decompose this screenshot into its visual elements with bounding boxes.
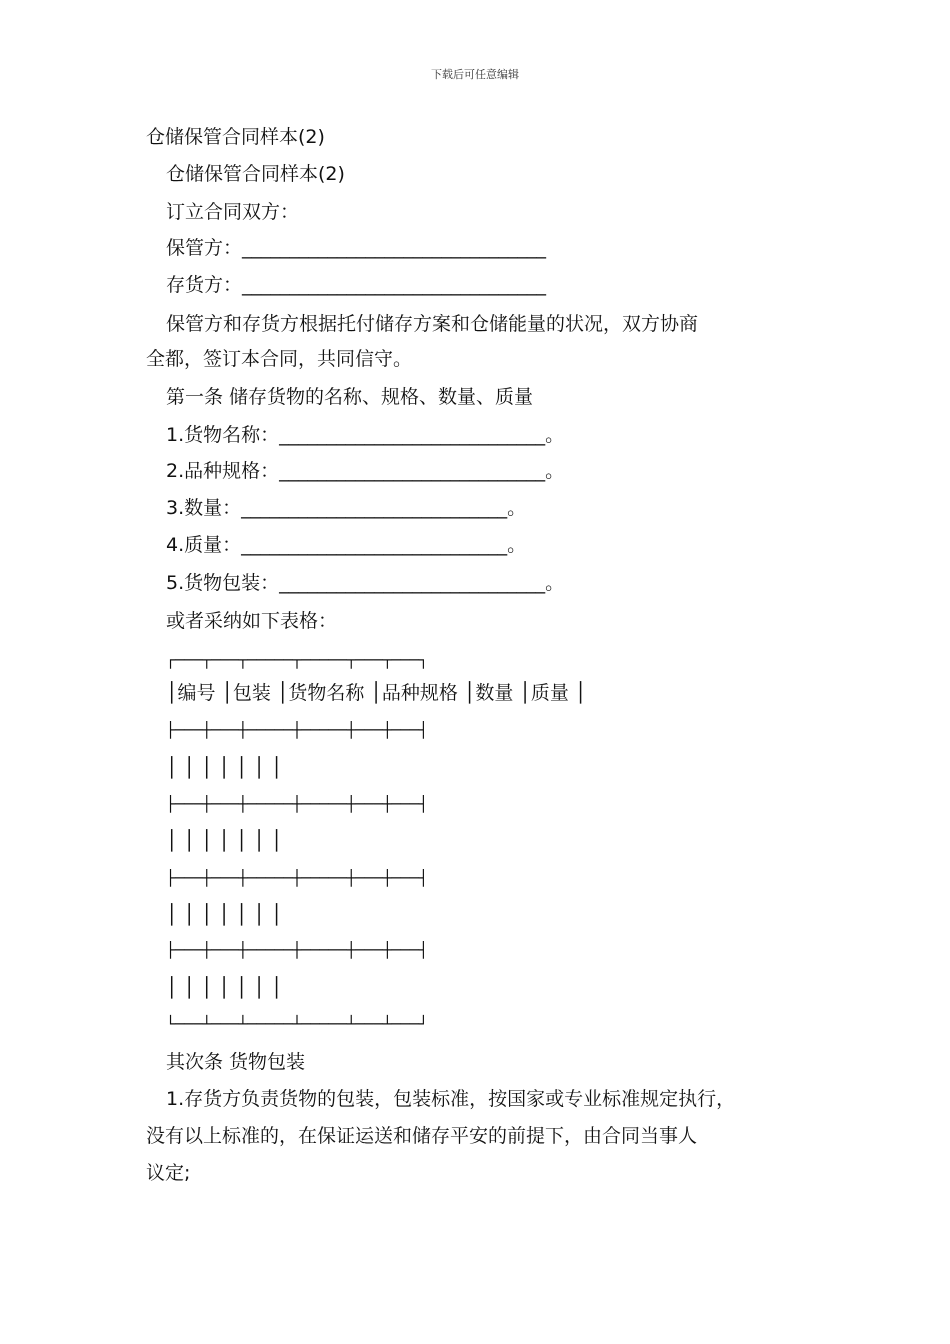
item-spec: 2.品种规格：____________________________。	[166, 460, 565, 482]
article-2-line-1: 1.存货方负责货物的包装，包装标准，按国家或专业标准规定执行，	[166, 1088, 736, 1110]
article-1-title: 第一条 储存货物的名称、规格、数量、质量	[166, 386, 534, 408]
table-empty-row: │ │ │ │ │ │ │	[166, 904, 283, 926]
intro-paragraph-line-1: 保管方和存货方根据托付储存方案和仓储能量的状况，双方协商	[166, 313, 699, 335]
depositor-line: 存货方：________________________________	[166, 274, 547, 296]
parties-label: 订立合同双方：	[166, 201, 300, 223]
table-empty-row: │ │ │ │ │ │ │	[166, 757, 283, 779]
article-2-line-3: 议定;	[146, 1162, 191, 1184]
intro-paragraph-line-2: 全都，签订本合同，共同信守。	[146, 348, 413, 370]
keeper-line: 保管方：________________________________	[166, 237, 547, 259]
table-header-row: │编号 │包装 │货物名称 │品种规格 │数量 │质量 │	[166, 682, 587, 704]
table-separator: ├───┼───┼─────┼─────┼───┼───┤	[166, 795, 428, 813]
article-2-line-2: 没有以上标准的，在保证运送和储存平安的前提下，由合同当事人	[146, 1125, 698, 1147]
item-quantity: 3.数量：____________________________。	[166, 497, 527, 519]
table-intro: 或者采纳如下表格：	[166, 610, 338, 632]
document-title: 仓储保管合同样本(2)	[146, 126, 325, 148]
table-separator: ├───┼───┼─────┼─────┼───┼───┤	[166, 941, 428, 959]
table-separator: ├───┼───┼─────┼─────┼───┼───┤	[166, 869, 428, 887]
header-note: 下载后可任意编辑	[431, 68, 519, 81]
table-empty-row: │ │ │ │ │ │ │	[166, 830, 283, 852]
item-goods-name: 1.货物名称：____________________________。	[166, 424, 565, 446]
table-empty-row: │ │ │ │ │ │ │	[166, 977, 283, 999]
table-top-border: ┌───┬───┬─────┬─────┬───┬───┐	[166, 651, 428, 669]
table-bottom-border: └───┴───┴─────┴─────┴───┴───┘	[166, 1015, 428, 1033]
item-packaging: 5.货物包装：____________________________。	[166, 572, 565, 594]
table-separator: ├───┼───┼─────┼─────┼───┼───┤	[166, 721, 428, 739]
document-subtitle: 仓储保管合同样本(2)	[166, 163, 345, 185]
article-2-title: 其次条 货物包装	[166, 1051, 306, 1073]
item-quality: 4.质量：____________________________。	[166, 534, 527, 556]
